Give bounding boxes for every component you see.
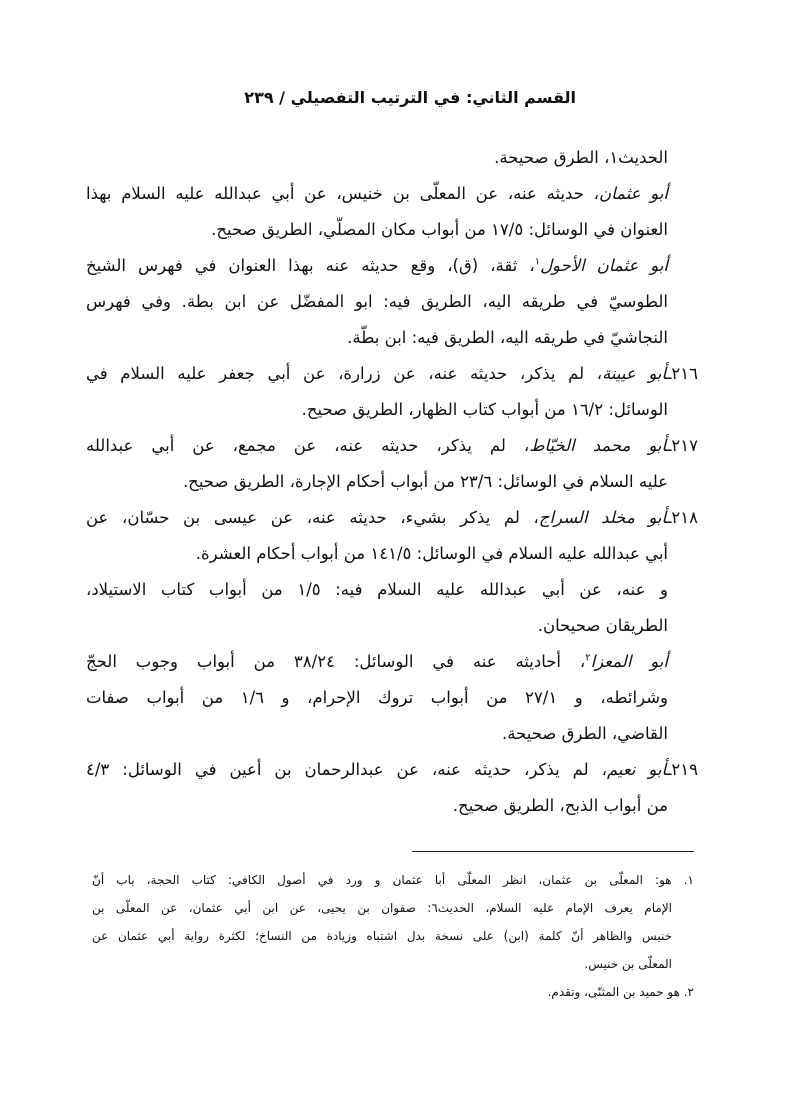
footnotes (92, 866, 694, 1006)
main-text (86, 140, 698, 824)
footnote-line: الإمام يعرف الإمام عليه السلام، الحديث٦: صفوان بن يحيى، عن ابن أبي عثمان، عن المعلّى بن (92, 901, 672, 915)
narrator-name: أبو عيينة (602, 364, 667, 383)
entry-line: أبو عثمان الأحول$^١$، ثقة، (ق)، وقع حديثه عنه بهذا العنوان في فهرس الشيخ (86, 256, 668, 275)
narrator-name: أبو محمد الخيّاط (529, 436, 667, 455)
entry-line: ٢١٦ـأبو عيينة، لم يذكر، حديثه عنه، عن زرارة، عن أبي جعفر عليه السلام في (86, 364, 698, 383)
text-line: العنوان في الوسائل: ١٧/٥ من أبواب مكان المصلّي، الطريق صحيح. (211, 220, 668, 239)
footnote-ref: ١ (534, 256, 541, 268)
entry-number: ٢١٨ـ (666, 508, 698, 527)
narrator-name: أبو المعزا (590, 652, 668, 671)
narrator-name: أبو نعيم (606, 760, 667, 779)
footnote-line: خنيس والظاهر أنّ كلمة (ابن) على نسخة بدل اشتباه وزيادة من النساخ؛ لكثرة رواية أبي عثمان عن (92, 929, 672, 943)
entry-line: أبو عثمان، حديثه عنه، عن المعلّى بن خنيس، عن أبي عبدالله عليه السلام بهذا (86, 184, 668, 203)
text-line: من أبواب الذبح، الطريق صحيح. (452, 796, 668, 815)
narrator-name: أبو عثمان الأحول (540, 256, 668, 275)
text-line: الطوسيّ في طريقه اليه، الطريق فيه: ابو المفضّل عن ابن بطة. وفي فهرس (86, 292, 668, 311)
text-line: النجاشيّ في طريقه اليه، الطريق فيه: ابن بطّة. (347, 328, 668, 347)
entry-line: ٢١٧ـأبو محمد الخيّاط، لم يذكر، حديثه عنه، عن مجمع، عن أبي عبدالله (86, 436, 698, 455)
text-line: الوسائل: ١٦/٢ من أبواب كتاب الظهار، الطريق صحيح. (301, 400, 668, 419)
text-line: أبي عبدالله عليه السلام في الوسائل: ١٤١/٥ من أبواب أحكام العشرة. (195, 544, 668, 563)
footnote-separator (412, 851, 694, 852)
text-line: القاضي، الطرق صحيحة. (502, 724, 668, 743)
footnote-line: ١. هو: المعلّى بن عثمان، انظر المعلّى أبا عثمان و ورد في أصول الكافي: كتاب الحجة، باب أنّ (92, 873, 694, 887)
text-line: و عنه، عن أبي عبدالله عليه السلام فيه: ١/٥ من أبواب كتاب الاستيلاد، (86, 580, 668, 599)
text-line: الحديث١، الطرق صحيحة. (494, 148, 668, 167)
narrator-name: أبو عثمان (599, 184, 668, 203)
footnote-line: المعلّى بن خنيس. (584, 957, 672, 971)
narrator-name: أبو مخلد السراج (538, 508, 667, 527)
text-line: عليه السلام في الوسائل: ٢٣/٦ من أبواب أحكام الإجارة، الطريق صحيح. (182, 472, 668, 491)
entry-line: أبو المعزا$^٢$، أحاديثه عنه في الوسائل: ٣٨/٢٤ من أبواب وجوب الحجّ (86, 652, 668, 671)
text-line: الطريقان صحيحان. (537, 616, 668, 635)
entry-line: ٢١٨ـأبو مخلد السراج، لم يذكر بشيء، حديثه عنه، عن عيسى بن حسّان، عن (86, 508, 698, 527)
text-line: وشرائطه، و ٢٧/١ من أبواب تروك الإحرام، و ١/٦ من أبواب صفات (86, 688, 669, 707)
entry-line: ٢١٩ـأبو نعيم، لم يذكر، حديثه عنه، عن عبدالرحمان بن أعين في الوسائل: ٤/٣ (86, 760, 698, 779)
entry-number: ٢١٩ـ (666, 760, 698, 779)
footnote-line: ٢. هو حميد بن المثنّى، وتقدم. (547, 985, 694, 999)
running-header: القسم الثاني: في الترتيب التفصيلي / ٢٣٩ (244, 88, 576, 107)
footnote-ref: ٢ (585, 652, 591, 664)
entry-number: ٢١٧ـ (666, 436, 698, 455)
entry-number: ٢١٦ـ (666, 364, 698, 383)
